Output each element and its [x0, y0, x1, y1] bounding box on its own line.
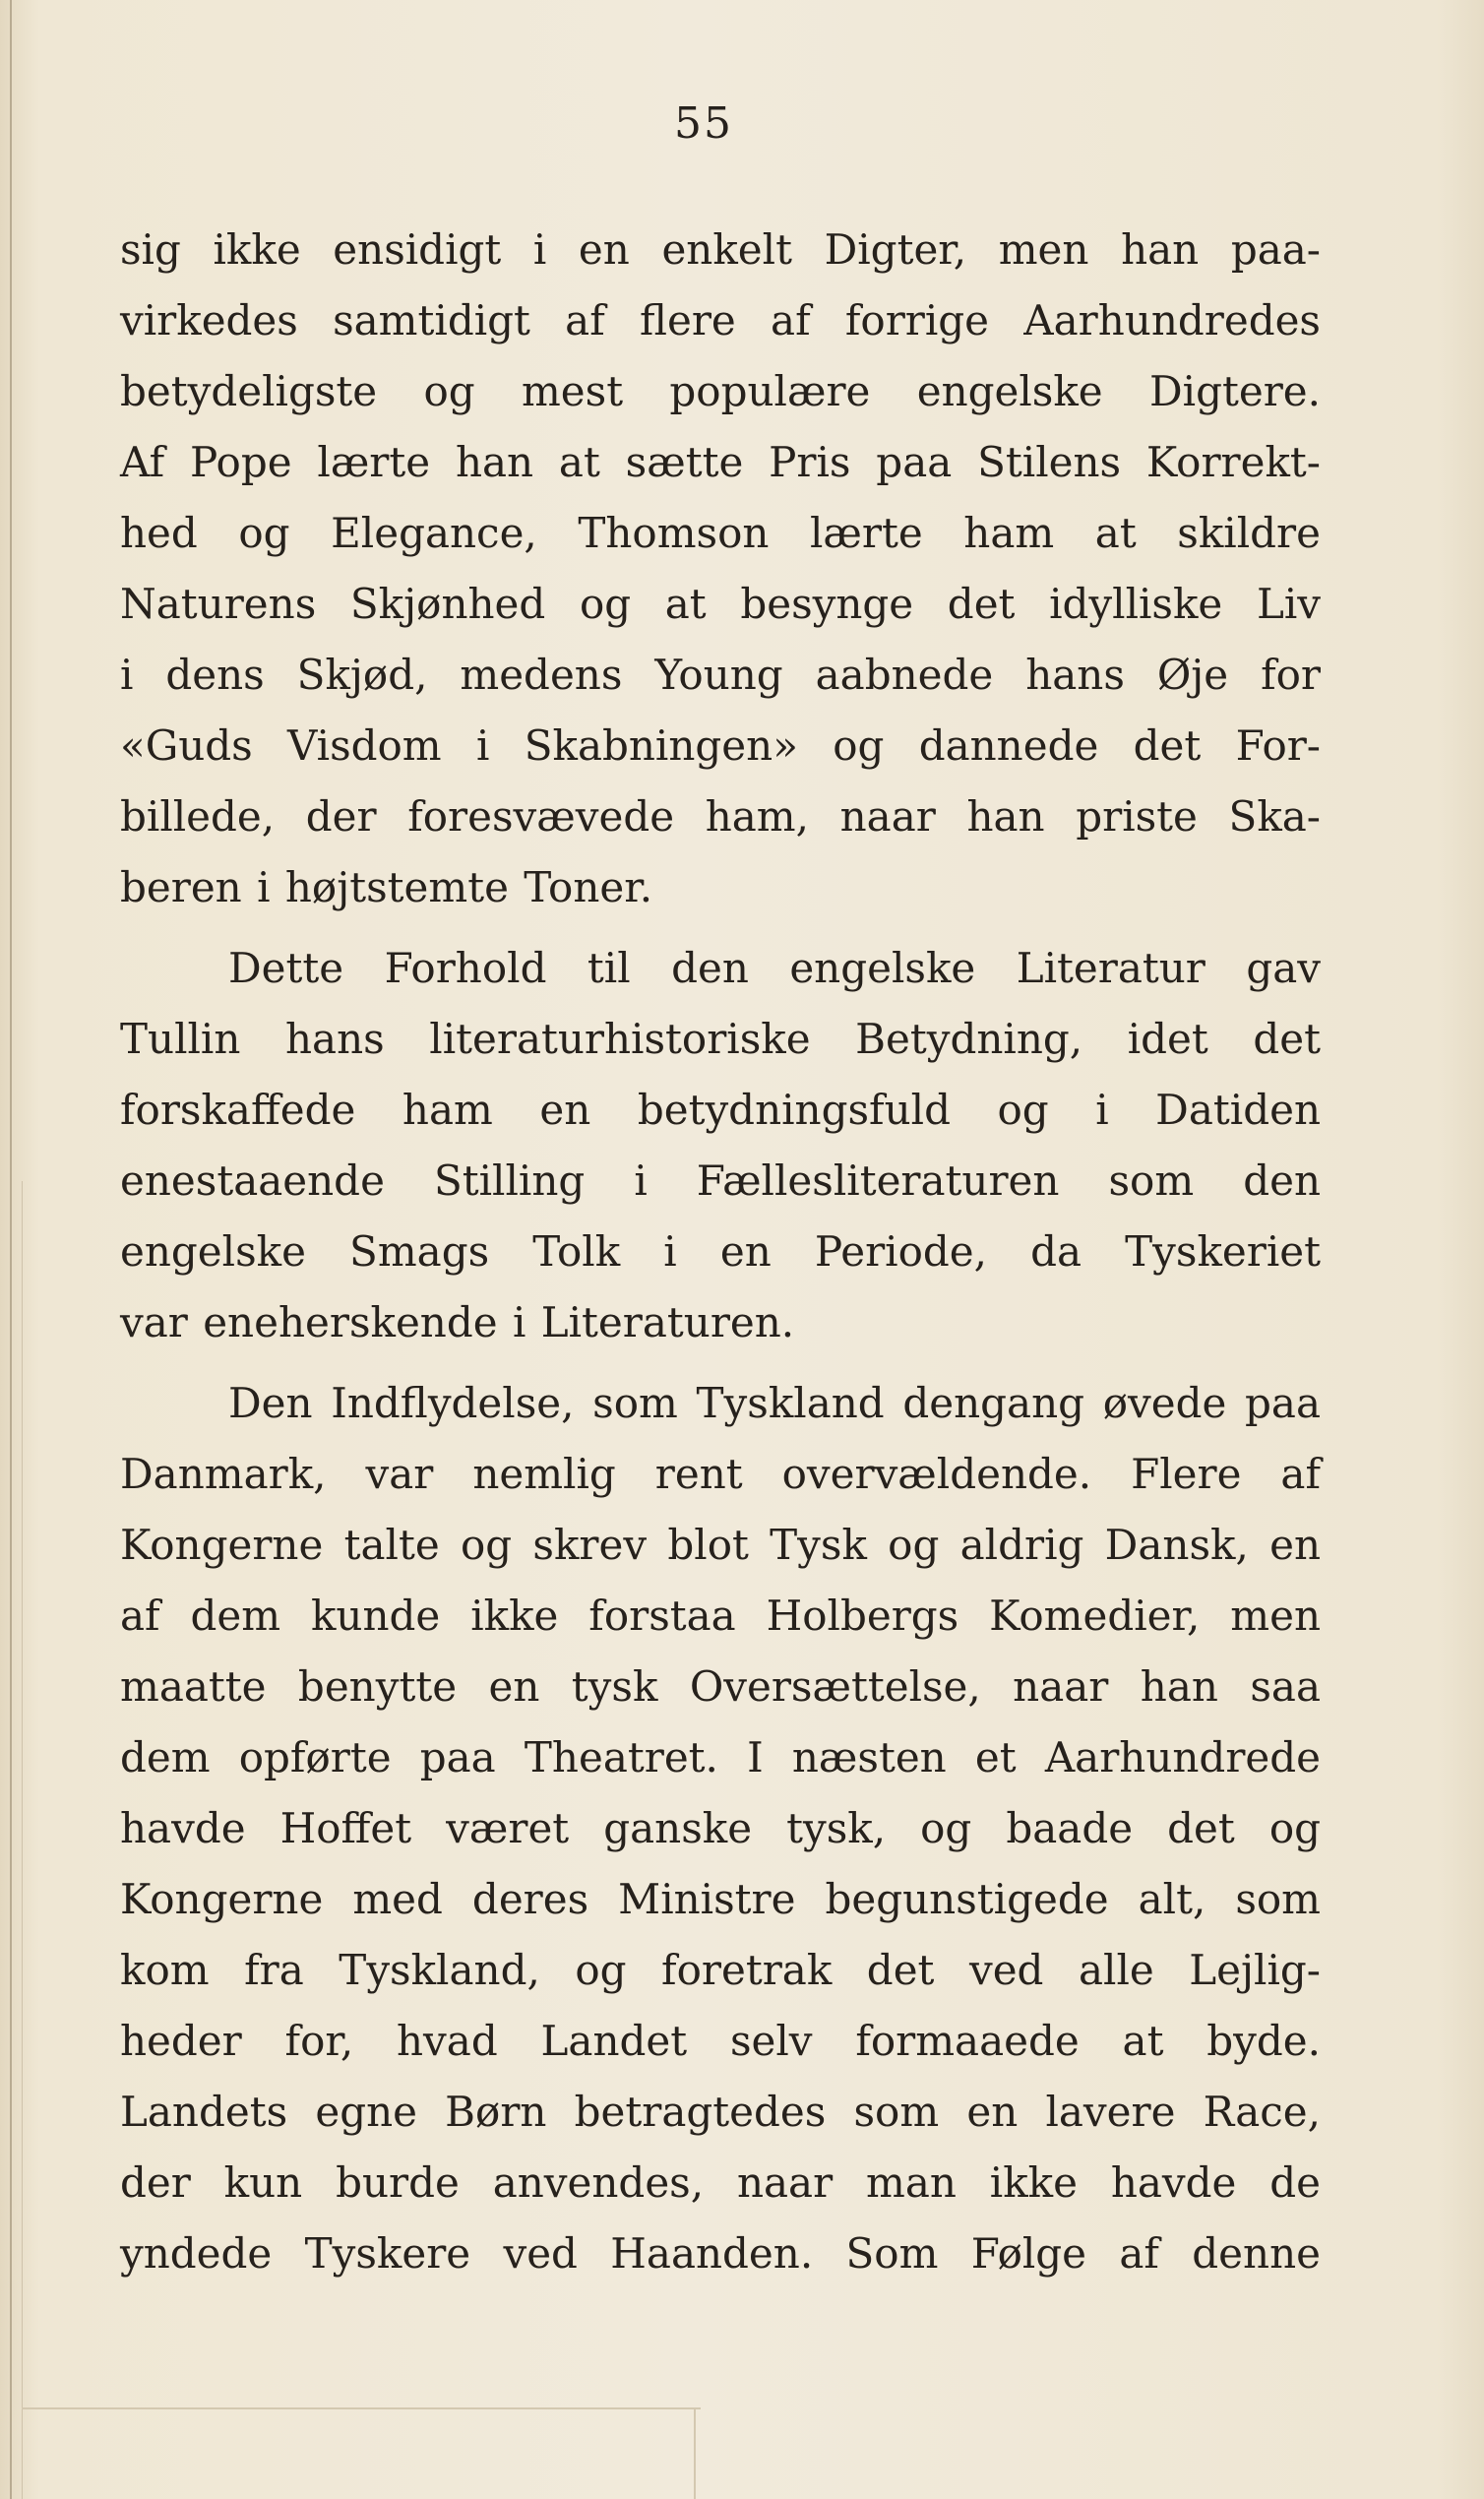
text-line: havde Hoffet været ganske tysk, og baade det og: [120, 1804, 1321, 1852]
text-line: maatte benytte en tysk Oversættelse, naar han saa: [120, 1662, 1321, 1711]
text-line: heder for, hvad Landet selv formaaede at byde.: [120, 2017, 1321, 2065]
text-line: kom fra Tyskland, og foretrak det ved alle Lejlig-: [120, 1946, 1321, 1994]
text-line: Danmark, var nemlig rent overvældende. Flere af: [120, 1450, 1321, 1498]
text-line: Af Pope lærte han at sætte Pris paa Stilens Korrekt-: [120, 438, 1321, 486]
scan-border-line: [22, 2407, 701, 2409]
text-line: i dens Skjød, medens Young aabnede hans Øje for: [120, 651, 1321, 699]
text-line: virkedes samtidigt af flere af forrige Aarhundredes: [120, 296, 1321, 344]
text-line: enestaaende Stilling i Fællesliteraturen som den: [120, 1156, 1321, 1205]
text-line: billede, der foresvævede ham, naar han priste Ska-: [120, 792, 1321, 841]
text-line: engelske Smags Tolk i en Periode, da Tyskeriet: [120, 1227, 1321, 1276]
text-line: var eneherskende i Literaturen.: [120, 1298, 795, 1346]
text-line: der kun burde anvendes, naar man ikke havde de: [120, 2158, 1321, 2207]
text-line: sig ikke ensidigt i en enkelt Digter, men han paa-: [120, 225, 1321, 274]
text-line: Kongerne med deres Ministre begunstigede alt, som: [120, 1875, 1321, 1923]
text-line: af dem kunde ikke forstaa Holbergs Komedier, men: [120, 1592, 1321, 1640]
text-line: Dette Forhold til den engelske Literatur gav: [228, 944, 1321, 992]
text-line: Tullin hans literaturhistoriske Betydning, idet det: [120, 1015, 1321, 1063]
text-line: Den Indflydelse, som Tyskland dengang øvede paa: [228, 1379, 1321, 1427]
page-number: 55: [674, 98, 733, 149]
text-line: dem opførte paa Theatret. I næsten et Aarhundrede: [120, 1733, 1321, 1781]
text-line: beren i højtstemte Toner.: [120, 863, 653, 911]
text-line: «Guds Visdom i Skabningen» og dannede det For-: [120, 721, 1321, 770]
text-line: yndede Tyskere ved Haanden. Som Følge af denne: [120, 2229, 1321, 2278]
text-line: Landets egne Børn betragtedes som en lavere Race,: [120, 2088, 1321, 2136]
text-line: hed og Elegance, Thomson lærte ham at skildre: [120, 509, 1321, 557]
scan-border-line: [694, 2407, 696, 2499]
text-line: Naturens Skjønhed og at besynge det idylliske Liv: [120, 580, 1321, 628]
page-edge-line: [22, 1181, 23, 2499]
text-line: forskaffede ham en betydningsfuld og i Datiden: [120, 1086, 1321, 1134]
text-line: betydeligste og mest populære engelske Digtere.: [120, 367, 1321, 415]
text-line: Kongerne talte og skrev blot Tysk og aldrig Dansk, en: [120, 1521, 1321, 1569]
page-edge-line: [10, 0, 12, 2499]
